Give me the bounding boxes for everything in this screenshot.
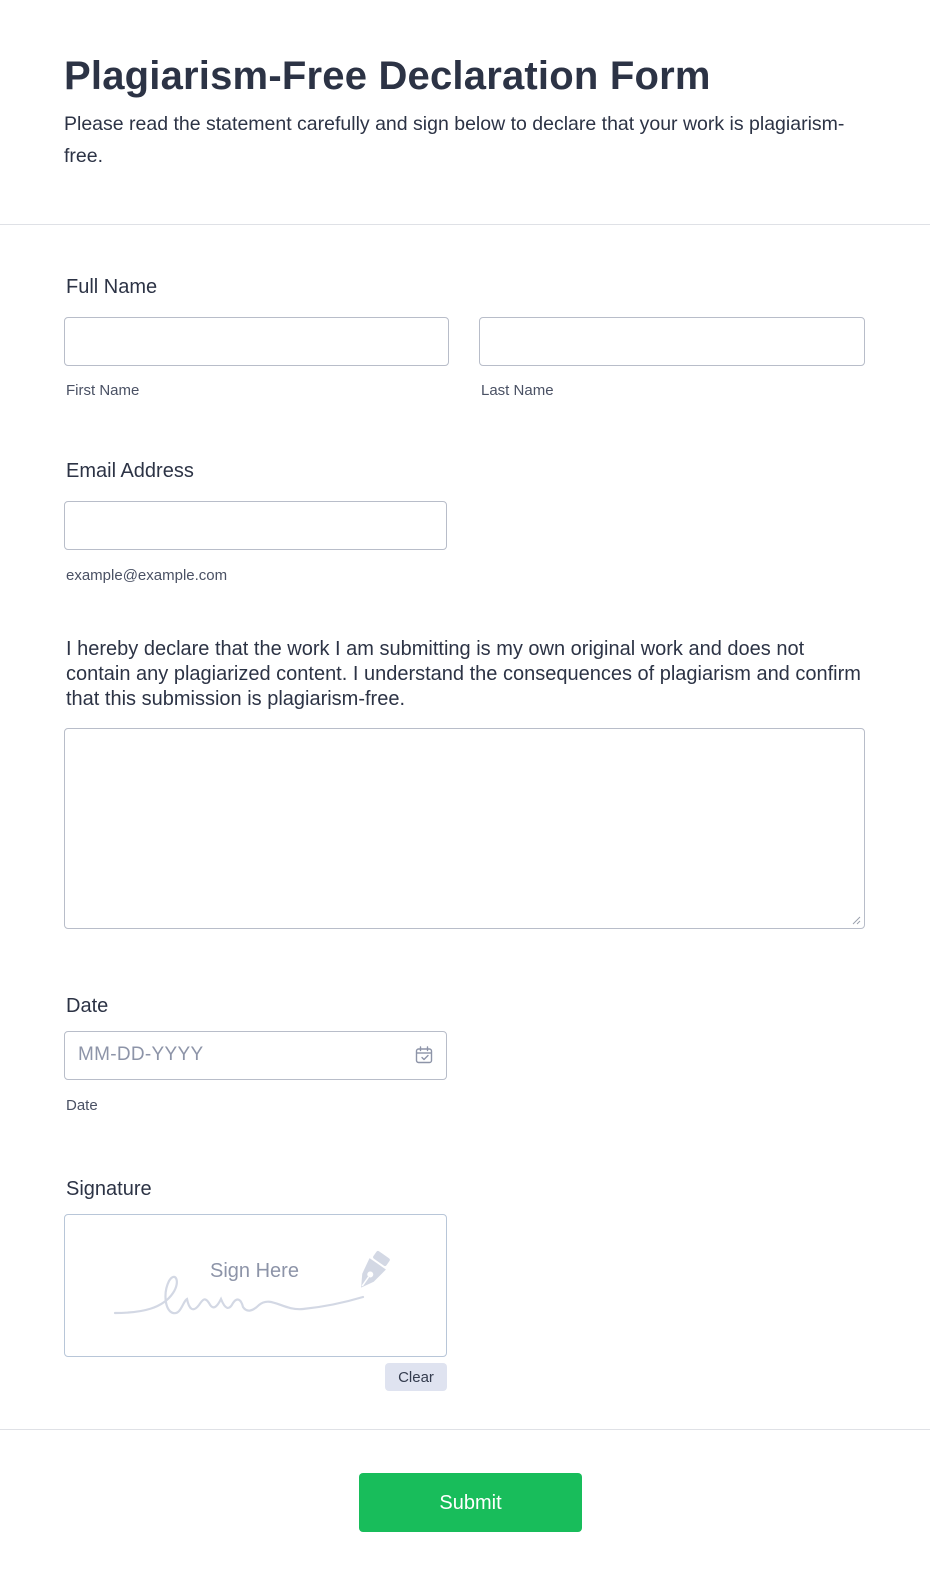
pen-nib-icon	[349, 1249, 395, 1295]
resize-grip-icon[interactable]	[851, 915, 861, 925]
form-title: Plagiarism-Free Declaration Form	[64, 54, 711, 98]
last-name-sublabel: Last Name	[481, 382, 554, 399]
declaration-label: I hereby declare that the work I am submitting is my own original work and does not contain any plagiarized content. I understand the consequences of plagiarism and confirm that this submission is plagiarism-free.	[66, 638, 861, 710]
sign-here-prompt: Sign Here	[210, 1260, 299, 1282]
clear-signature-button[interactable]: Clear	[385, 1363, 447, 1391]
full-name-label: Full Name	[66, 276, 158, 298]
date-sublabel: Date	[66, 1097, 98, 1114]
email-sublabel: example@example.com	[66, 567, 228, 584]
calendar-icon[interactable]	[414, 1045, 434, 1065]
email-input[interactable]	[64, 501, 447, 550]
last-name-input[interactable]	[479, 317, 865, 366]
declaration-textarea[interactable]	[64, 728, 865, 929]
date-input[interactable]	[64, 1031, 447, 1080]
first-name-sublabel: First Name	[66, 382, 140, 399]
header-divider	[0, 224, 930, 225]
email-label: Email Address	[66, 460, 194, 482]
footer-divider	[0, 1429, 930, 1430]
first-name-input[interactable]	[64, 317, 449, 366]
signature-label: Signature	[66, 1178, 152, 1200]
form-header	[64, 50, 864, 172]
signature-pad[interactable]	[64, 1214, 447, 1357]
date-label: Date	[66, 995, 109, 1017]
date-placeholder: MM-DD-YYYY	[78, 1044, 204, 1065]
submit-button[interactable]: Submit	[359, 1473, 582, 1532]
form-subtitle: Please read the statement carefully and sign below to declare that your work is plagiarism-free.	[64, 113, 845, 167]
